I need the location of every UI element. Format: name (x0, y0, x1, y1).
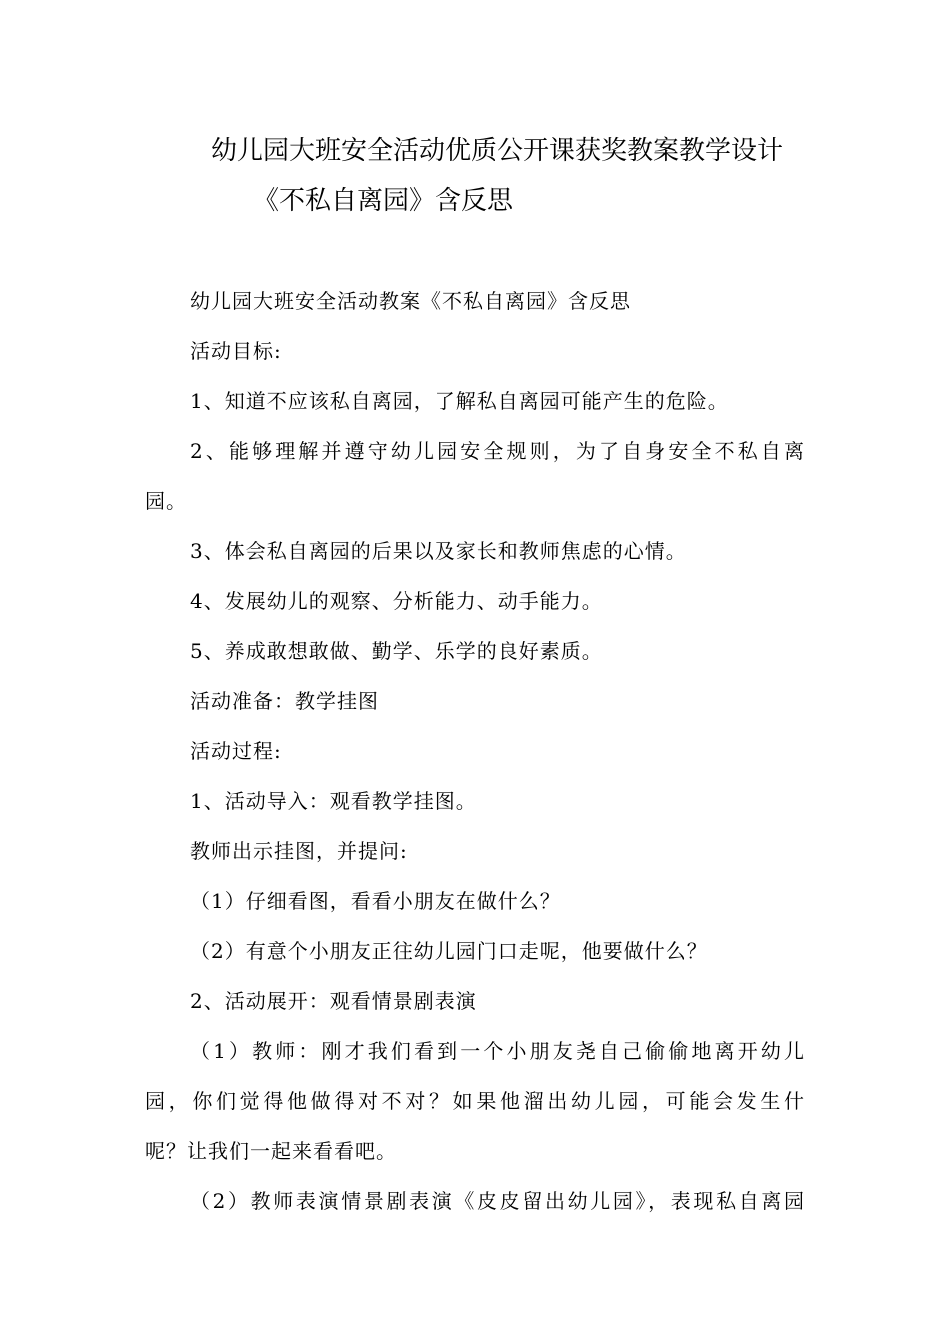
goal-item-2: 2、能够理解并遵守幼儿园安全规则，为了自身安全不私自离 (190, 439, 805, 463)
step-2-item-2: （2）教师表演情景剧表演《皮皮留出幼儿园》，表现私自离园 (190, 1189, 805, 1213)
step-2-item-1: （1）教师：刚才我们看到一个小朋友尧自己偷偷地离开幼儿 (190, 1039, 805, 1063)
paragraph-heading: 幼儿园大班安全活动教案《不私自离园》含反思 (190, 289, 631, 313)
question-1: （1）仔细看图，看看小朋友在做什么？ (190, 889, 561, 913)
document-title-line1: 幼儿园大班安全活动优质公开课获奖教案教学设计 (210, 136, 783, 166)
question-2: （2）有意个小朋友正往幼儿园门口走呢，他要做什么？ (190, 939, 708, 963)
document-title-line2: 《不私自离园》含反思 (252, 186, 513, 216)
process-step-2: 2、活动展开：观看情景剧表演 (190, 989, 477, 1013)
goal-item-1: 1、知道不应该私自离园，了解私自离园可能产生的危险。 (190, 389, 729, 413)
step-2-item-1-end: 呢？让我们一起来看看吧。 (145, 1139, 397, 1163)
process-text: 教师出示挂图，并提问: (190, 839, 408, 863)
goal-item-2-continued: 园。 (145, 489, 187, 513)
process-step-1: 1、活动导入：观看教学挂图。 (190, 789, 477, 813)
step-2-item-1-continued: 园，你们觉得他做得对不对？如果他溜出幼儿园，可能会发生什 (145, 1089, 805, 1113)
goal-item-3: 3、体会私自离园的后果以及家长和教师焦虑的心情。 (190, 539, 687, 563)
section-label-goals: 活动目标: (190, 339, 282, 363)
section-label-process: 活动过程: (190, 739, 282, 763)
goal-item-5: 5、养成敢想敢做、勤学、乐学的良好素质。 (190, 639, 603, 663)
goal-item-4: 4、发展幼儿的观察、分析能力、动手能力。 (190, 589, 603, 613)
section-label-preparation: 活动准备：教学挂图 (190, 689, 379, 713)
